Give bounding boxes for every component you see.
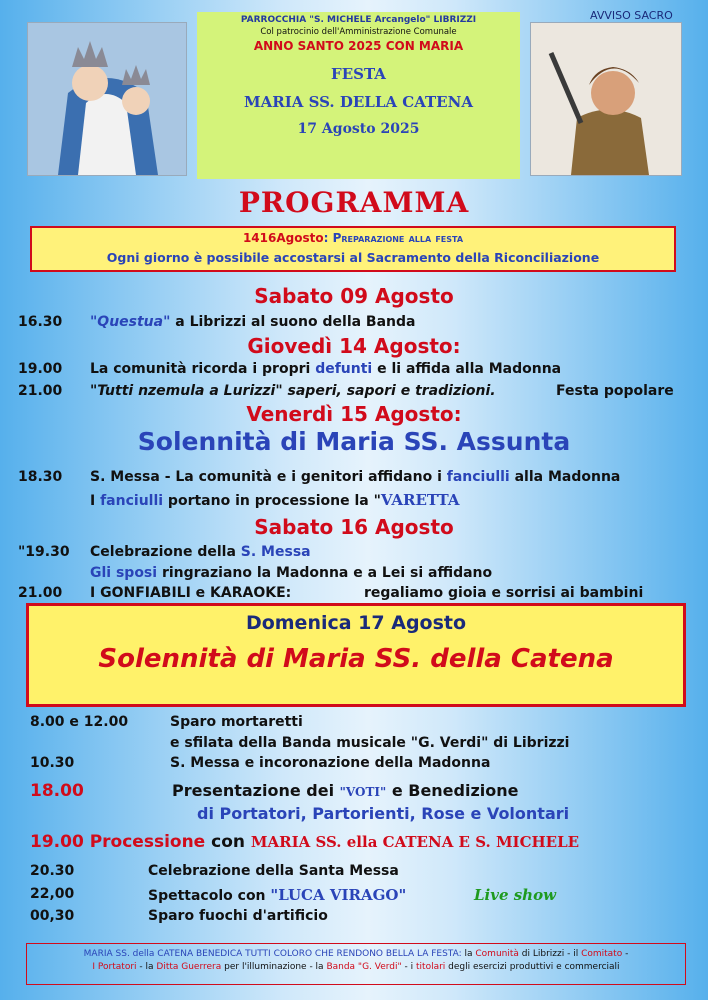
footer-text: per l'illuminazione - la [221, 962, 327, 972]
event-messa-sabato [90, 544, 311, 560]
luca-virago-name: "LUCA VIRAGO" [270, 886, 407, 904]
varetta-text-c: portano in processione la " [163, 493, 381, 509]
footer-line-2 [27, 961, 685, 974]
domenica-box [26, 603, 686, 707]
sunday-voti [172, 781, 519, 800]
sunday-time: 10.30 [30, 755, 75, 771]
sunday-spettacolo [148, 886, 406, 904]
processione-time: 19.00 [30, 832, 84, 852]
sunday-time: 22,00 [30, 886, 75, 902]
spettacolo-text: Spettacolo con [148, 888, 271, 904]
holy-year-title: ANNO SANTO 2025 CON MARIA [253, 39, 464, 53]
catena-solennita-title: Solennità di Maria SS. della Catena [98, 644, 614, 674]
footer-text: di Librizzi - il [518, 949, 582, 959]
nzemula-text: "Tutti nzemula a Lurizzi" saperi, sapori e tradizioni. [90, 383, 496, 399]
patronage-text: Col patrocinio dell'Amministrazione Comunale [260, 27, 457, 37]
domenica-title: Domenica 17 Agosto [245, 612, 467, 634]
footer-text: - [622, 949, 629, 959]
sunday-banda: e sfilata della Banda musicale "G. Verdi" di Librizzi [170, 735, 570, 751]
footer-text: la [461, 949, 476, 959]
varetta-fanciulli: fanciulli [100, 493, 164, 509]
sposi-word: Gli sposi [90, 565, 158, 581]
preparation-box [30, 226, 676, 272]
event-time: 21.00 [18, 585, 63, 601]
sposi-text: ringraziano la Madonna e a Lei si affidano [157, 565, 493, 581]
riconciliazione-line: Ogni giorno è possibile accostarsi al Sacramento della Riconciliazione [106, 250, 600, 265]
event-gonfiabili [90, 585, 291, 601]
day-title-venerdi-15: Venerdì 15 Agosto: [246, 402, 462, 426]
event-sposi [90, 565, 492, 581]
sunday-fuochi: Sparo fuochi d'artificio [148, 908, 328, 924]
sunday-processione [30, 832, 579, 852]
madonna-illustration [28, 23, 186, 175]
footer-line-1 [27, 948, 685, 961]
event-defunti [90, 361, 561, 377]
parish-name: PARROCCHIA "S. MICHELE Arcangelo" LIBRIZZI [240, 15, 477, 25]
footer-comunita: Comunità [475, 949, 519, 959]
event-time: "19.30 [18, 544, 70, 560]
sunday-messa: Celebrazione della Santa Messa [148, 863, 399, 879]
processione-con: con [205, 832, 251, 852]
footer-text: degli esercizi produttivi e commerciali [445, 962, 620, 972]
footer-text: - la [136, 962, 157, 972]
feast-name-title: MARIA SS. DELLA CATENA [244, 93, 473, 111]
day-title-sabato-09: Sabato 09 Agosto [254, 284, 454, 308]
sunday-time: 18.00 [30, 781, 84, 801]
feast-date: 17 Agosto 2025 [297, 121, 420, 137]
prep-label: : Preparazione alla festa [323, 231, 464, 245]
sunday-portatori: di Portatori, Partorienti, Rose e Volontari [197, 804, 570, 823]
preparation-line [32, 231, 674, 245]
footer-text: MARIA SS. della CATENA BENEDICA TUTTI COLORO CHE RENDONO BELLA LA FESTA: [83, 949, 462, 959]
san-michele-illustration [531, 23, 681, 175]
day-title-sabato-16: Sabato 16 Agosto [254, 515, 454, 539]
footer-banda: Banda "G. Verdi" [326, 962, 402, 972]
prep-dates: 14 [242, 231, 260, 245]
event-varetta [90, 491, 460, 509]
gonfiabili-label: I GONFIABILI e KARAOKE: [90, 585, 292, 601]
madonna-statue-image [27, 22, 187, 176]
sunday-mortaretti: Sparo mortaretti [170, 714, 303, 730]
defunti-word: defunti [315, 361, 373, 377]
messa-word: S. Messa [240, 544, 311, 560]
event-time: 21.00 [18, 383, 63, 399]
processione-word: Processione [89, 832, 206, 852]
fanciulli-word: fanciulli [446, 469, 510, 485]
messa-text-a: Celebrazione della [90, 544, 241, 560]
footer-text: - i [401, 962, 417, 972]
event-questua [90, 314, 416, 330]
footer-portatori: I Portatori [92, 962, 137, 972]
varetta-word: VARETTA [380, 491, 460, 509]
footer-comitato: Comitato [581, 949, 623, 959]
processione-statues: MARIA SS. ella CATENA E S. MICHELE [250, 833, 580, 851]
sunday-time: 20.30 [30, 863, 75, 879]
assunta-title: Solennità di Maria SS. Assunta [137, 427, 571, 456]
event-festa-popolare [90, 383, 496, 399]
event-time: 16.30 [18, 314, 63, 330]
avviso-sacro-label: AVVISO SACRO [590, 9, 673, 22]
defunti-text-c: e li affida alla Madonna [372, 361, 562, 377]
prep-dates2: 16 [259, 231, 277, 245]
fanciulli-text-a: S. Messa - La comunità e i genitori affidano i [90, 469, 447, 485]
event-time: 18.30 [18, 469, 63, 485]
footer-ditta: Ditta Guerrera [156, 962, 222, 972]
prep-month: Agosto [276, 231, 324, 245]
header-box [197, 12, 520, 179]
questua-label: "Questua" [90, 314, 171, 330]
footer-titolari: titolari [416, 962, 446, 972]
voti-text-c: e Benedizione [386, 781, 519, 800]
event-fanciulli-messa [90, 469, 620, 485]
voti-text-a: Presentazione dei [172, 781, 340, 800]
day-title-giovedi-14: Giovedì 14 Agosto: [247, 334, 461, 358]
questua-text: a Librizzi al suono della Banda [170, 314, 416, 330]
programma-heading: PROGRAMMA [238, 186, 470, 219]
sunday-time: 8.00 e 12.00 [30, 714, 129, 730]
event-time: 19.00 [18, 361, 63, 377]
fanciulli-text-c: alla Madonna [509, 469, 621, 485]
festa-title: FESTA [331, 65, 386, 83]
varetta-text-a: I [90, 493, 101, 509]
san-michele-statue-image [530, 22, 682, 176]
gonfiabili-text: regaliamo gioia e sorrisi ai bambini [364, 585, 644, 601]
festa-popolare-label: Festa popolare [556, 383, 674, 399]
live-show-label: Live show [474, 886, 556, 904]
defunti-text-a: La comunità ricorda i propri [90, 361, 316, 377]
sunday-incoronazione: S. Messa e incoronazione della Madonna [170, 755, 491, 771]
voti-word: "VOTI" [339, 785, 387, 799]
sunday-time: 00,30 [30, 908, 75, 924]
footer-thanks [26, 943, 686, 985]
